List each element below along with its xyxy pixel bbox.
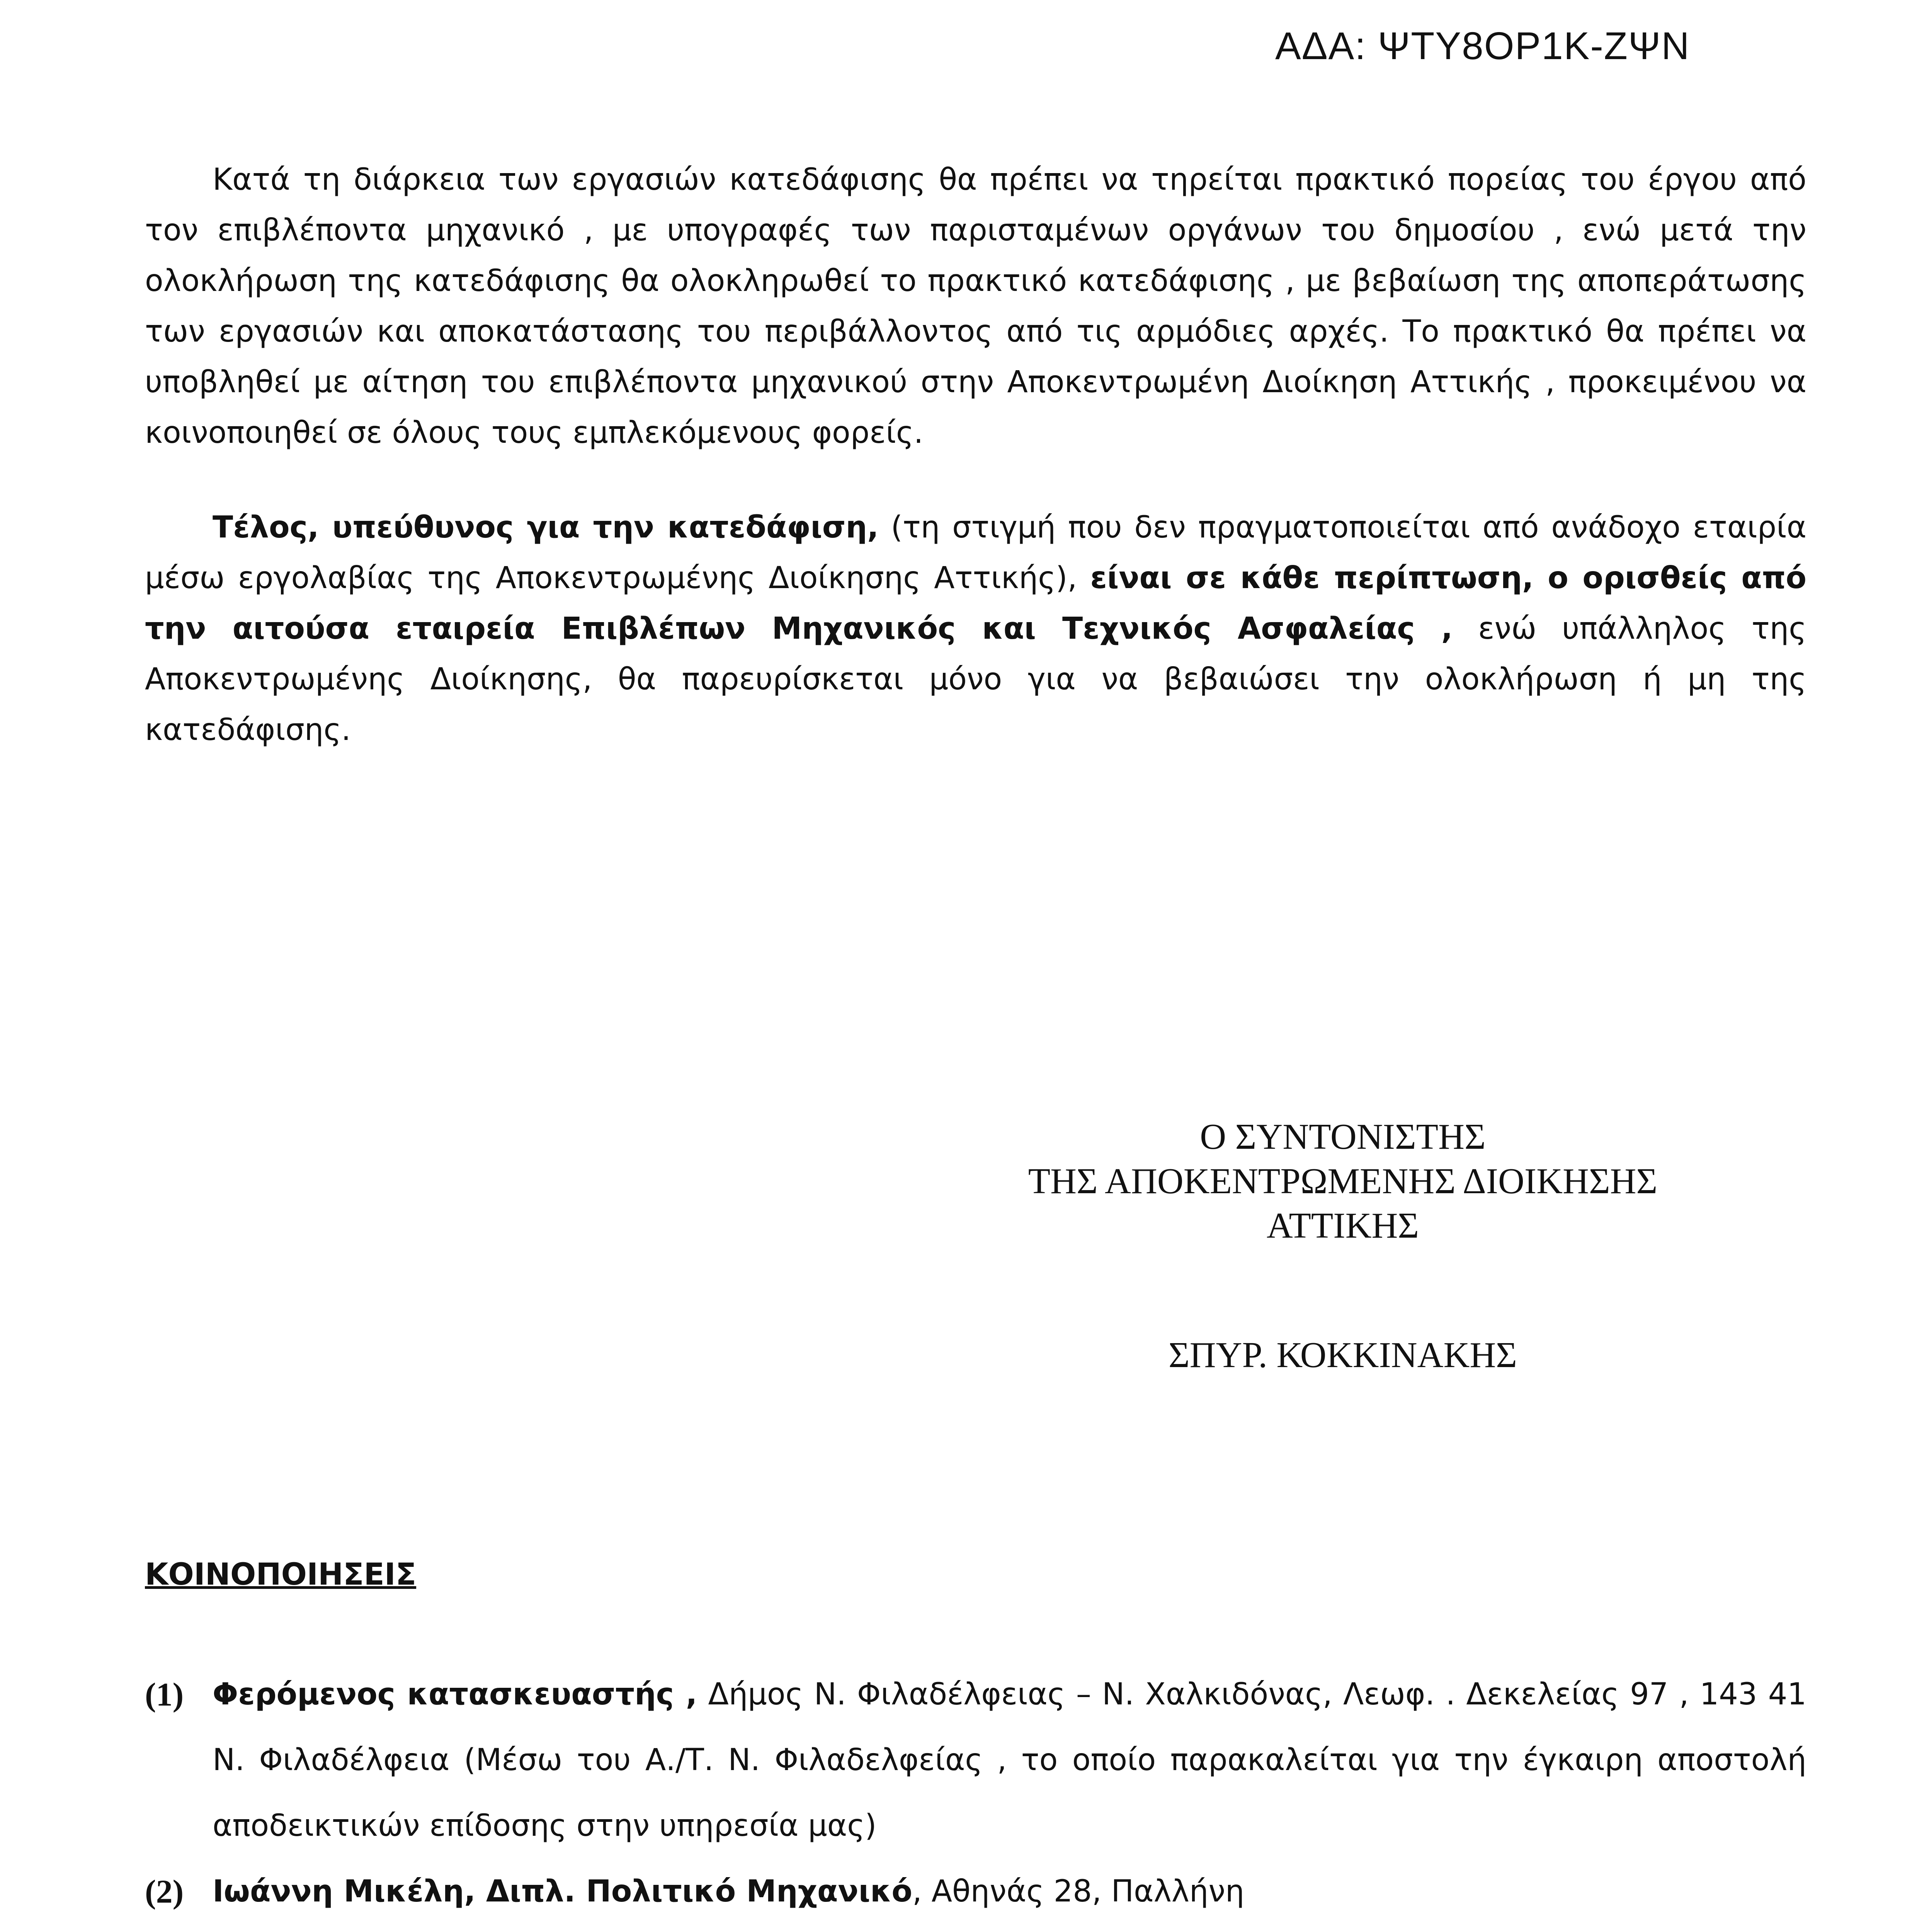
notifications-list — [145, 1662, 1806, 1932]
paragraph-responsibility — [145, 502, 1806, 755]
item-number: (1) — [145, 1676, 184, 1713]
recipient-name: Φερόμενος κατασκευαστής , — [213, 1677, 697, 1712]
signatory-name: ΣΠΥΡ. ΚΟΚΚΙΝΑΚΗΣ — [1168, 1335, 1517, 1375]
recipient-details: Δήμος Ν. Φιλαδέλφειας – Ν. Χαλκιδόνας, Λεωφ. . Δεκελείας 97 , 143 41 Ν. Φιλαδέλφεια (Μέσω του Α./Τ. Ν. Φιλαδελφείας , το οποίο παρακαλείται για την έγκαιρη αποστολή αποδεικτικών επίδοσης στην υπηρεσία μας) — [213, 1677, 1806, 1843]
responsibility-middle: (τη στιγμή που δεν πραγματοποιείται από ανάδοχο εταιρία μέσω εργολαβίας της Αποκεντρωμένης Διοίκησης Αττικής), — [145, 510, 1806, 595]
list-item — [145, 1924, 1806, 1932]
responsibility-end: ενώ υπάλληλος της Αποκεντρωμένης Διοίκησης, θα παρευρίσκεται μόνο για να βεβαιώσει την ολοκλήρωση ή μη της κατεδάφισης. — [145, 611, 1806, 747]
responsibility-bold-middle: είναι σε κάθε περίπτωση, ο ορισθείς από την αιτούσα εταιρεία Επιβλέπων Μηχανικός και Τεχνικός Ασφαλείας , — [145, 561, 1806, 646]
recipient-name: Ιωάννη Μικέλη, Διπλ. Πολιτικό Μηχανικό — [213, 1874, 912, 1909]
signature-line-2: ΤΗΣ ΑΠΟΚΕΝΤΡΩΜΕΝΗΣ ΔΙΟΙΚΗΣΗΣ — [1028, 1161, 1658, 1201]
signature-line-3: ΑΤΤΙΚΗΣ — [1266, 1206, 1419, 1246]
list-item — [145, 1859, 1806, 1924]
signature-block — [966, 1115, 1720, 1248]
responsibility-bold-start: Τέλος, υπεύθυνος για την κατεδάφιση, — [213, 510, 879, 545]
recipient-details: , Αθηνάς 28, Παλλήνη — [912, 1874, 1245, 1909]
list-item — [145, 1662, 1806, 1859]
paragraph-demolition-record: Κατά τη διάρκεια των εργασιών κατεδάφισης θα πρέπει να τηρείται πρακτικό πορείας του έργου από τον επιβλέποντα μηχανικό , με υπογραφές των παρισταμένων οργάνων του δημοσίου , ενώ μετά την ολοκλήρωση της κατεδάφισης θα ολοκληρωθεί το πρακτικό κατεδάφισης , με βεβαίωση της αποπεράτωσης των εργασιών και αποκατάστασης του περιβάλλοντος από τις αρμόδιες αρχές. Το πρακτικό θα πρέπει να υποβληθεί με αίτηση του επιβλέποντα μηχανικού στην Αποκεντρωμένη Διοίκηση Αττικής , προκειμένου να κοινοποιηθεί σε όλους τους εμπλεκόμενους φορείς. — [145, 162, 1806, 450]
signature-line-1: Ο ΣΥΝΤΟΝΙΣΤΗΣ — [1200, 1117, 1486, 1157]
item-number: (2) — [145, 1873, 184, 1910]
notifications-heading: ΚΟΙΝΟΠΟΙΗΣΕΙΣ — [145, 1557, 417, 1592]
item-number — [145, 1924, 184, 1932]
ada-code: ΑΔΑ: ΨΤΥ8ΟΡ1Κ-ΖΨΝ — [1275, 24, 1690, 68]
